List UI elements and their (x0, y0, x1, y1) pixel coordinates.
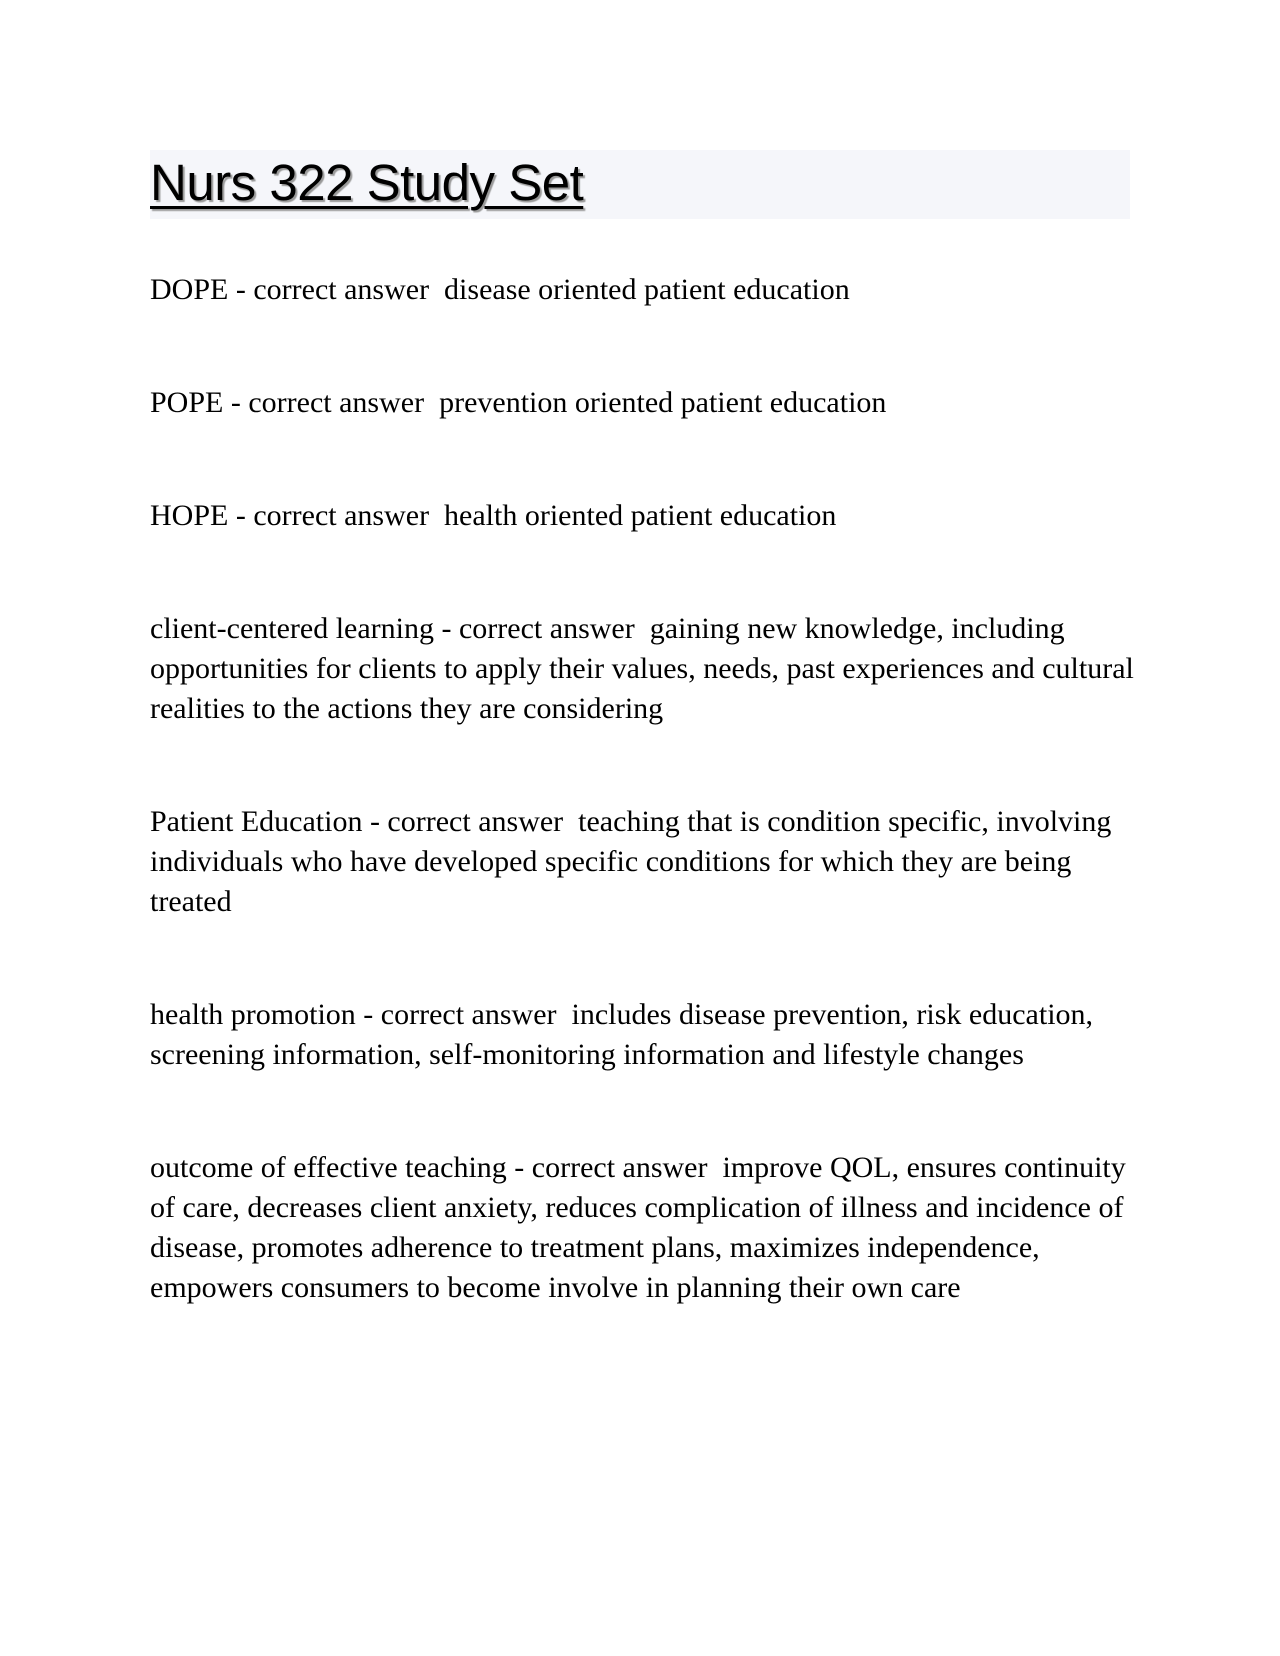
entry-client-centered-learning: client-centered learning - correct answer gaining new knowledge, including opportunities for clients to apply their values, needs, past experiences and cultural realities to the actions they are considering (150, 612, 1142, 725)
entry-health-promotion: health promotion - correct answer includes disease prevention, risk education, screening information, self-monitoring information and lifestyle changes (150, 998, 1101, 1071)
entry-hope: HOPE - correct answer health oriented patient education (150, 499, 837, 532)
entry-pope: POPE - correct answer prevention oriented patient education (150, 386, 887, 419)
entry-dope: DOPE - correct answer disease oriented patient education (150, 273, 850, 306)
entry-outcome-of-effective-teaching: outcome of effective teaching - correct answer improve QOL, ensures continuity of care, decreases client anxiety, reduces complication of illness and incidence of disease, promotes adherence to treatment plans, maximizes independence, empowers consumers to become involve in planning their own care (150, 1151, 1134, 1304)
study-entries (150, 270, 1142, 1381)
entry-patient-education: Patient Education - correct answer teaching that is condition specific, involving individuals who have developed specific conditions for which they are being treated (150, 805, 1119, 918)
document-title: Nurs 322 Study Set (150, 154, 584, 211)
